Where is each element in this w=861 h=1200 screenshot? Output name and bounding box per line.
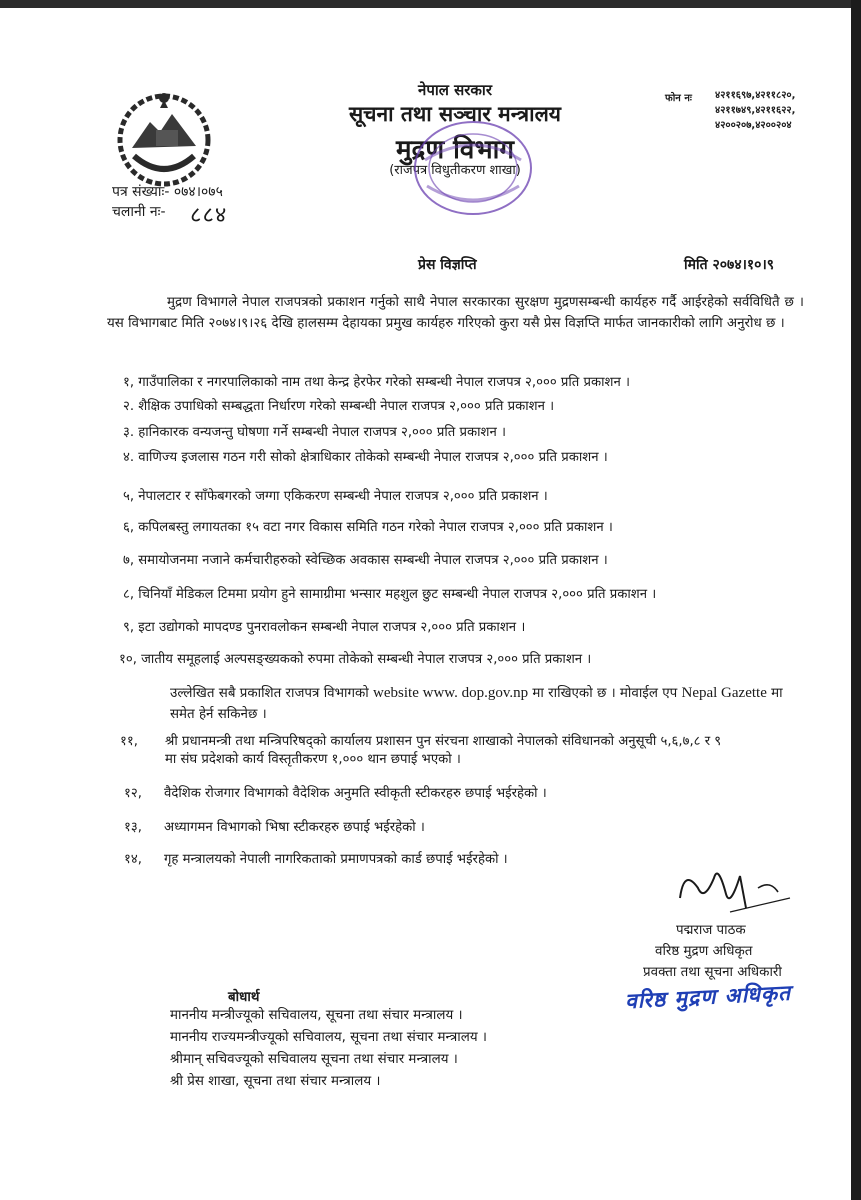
item-number: १३, bbox=[124, 820, 142, 835]
office-stamp-icon bbox=[355, 90, 535, 220]
item-number: १२, bbox=[124, 786, 142, 801]
signatory-stamp: वरिष्ठ मुद्रण अधिकृत bbox=[624, 980, 792, 1014]
signatory-position: वरिष्ठ मुद्रण अधिकृत bbox=[655, 944, 753, 959]
scan-border-right bbox=[851, 0, 861, 1200]
list-item: ६, कपिलबस्तु लगायतका १५ वटा नगर विकास समिति गठन गरेको नेपाल राजपत्र २,००० प्रति प्रकाशन । bbox=[123, 520, 613, 535]
dispatch-number-label: चलानी नः- bbox=[112, 204, 166, 220]
cc-heading: बोधार्थ bbox=[228, 990, 260, 1005]
phone-numbers bbox=[715, 88, 795, 133]
list-item: २. शैक्षिक उपाधिको सम्बद्धता निर्धारण गरेको सम्बन्धी नेपाल राजपत्र २,००० प्रति प्रकाशन । bbox=[123, 399, 555, 414]
list-item: १०, जातीय समूहलाई अल्पसङ्ख्यकको रुपमा तोकेको सम्बन्धी नेपाल राजपत्र २,००० प्रति प्रकाशन । bbox=[119, 652, 592, 667]
cc-line: श्रीमान् सचिवज्यूको सचिवालय सूचना तथा संचार मन्त्रालय । bbox=[170, 1052, 458, 1067]
phone-line: ४२००२०७,४२००२०४ bbox=[715, 120, 792, 131]
letter-number-value: ०७४।०७५ bbox=[173, 184, 223, 200]
list-item bbox=[124, 783, 547, 801]
item-text: श्री प्रधानमन्त्री तथा मन्त्रिपरिषद्‌को कार्यालय प्रशासन पुन संरचना शाखाको नेपालको संविधानको अनुसूची ५,६,७,८ र ९ मा संघ प्रदेशको कार्य विस्तृतीकरण १,००० थान छपाई भएको । bbox=[165, 734, 722, 767]
document-date: मिति २०७४।१०।९ bbox=[684, 257, 775, 273]
item-number: १४, bbox=[124, 852, 142, 867]
letter-number-label: पत्र संख्याः- bbox=[112, 184, 170, 200]
list-item: १, गाउँपालिका र नगरपालिकाको नाम तथा केन्द्र हेरफेर गरेको सम्बन्धी नेपाल राजपत्र २,००० प्रति प्रकाशन । bbox=[123, 375, 631, 390]
cc-line: माननीय राज्यमन्त्रीज्यूको सचिवालय, सूचना तथा संचार मन्त्रालय । bbox=[170, 1030, 487, 1045]
note-text: मा समेत हेर्न सकिनेछ । bbox=[170, 686, 783, 722]
website-note bbox=[170, 683, 810, 725]
note-text: उल्लेखित सबै प्रकाशित राजपत्र विभागको bbox=[170, 686, 374, 701]
signature-icon bbox=[670, 858, 800, 918]
signatory-role: प्रवक्ता तथा सूचना अधिकारी bbox=[643, 965, 782, 980]
list-item: ३. हानिकारक वन्यजन्तु घोषणा गर्ने सम्बन्धी नेपाल राजपत्र २,००० प्रति प्रकाशन । bbox=[123, 425, 506, 440]
department-name: मुद्रण विभाग bbox=[395, 135, 515, 165]
website-link: website www. dop.gov.np bbox=[373, 685, 529, 701]
phone-label: फोन नः bbox=[665, 93, 692, 104]
ministry-name: सूचना तथा सञ्चार मन्त्रालय bbox=[348, 102, 561, 126]
phone-line: ४२११६९७,४२११८२०, bbox=[715, 90, 796, 101]
list-item: ८, चिनियाँ मेडिकल टिममा प्रयोग हुने सामाग्रीमा भन्सार महशुल छुट सम्बन्धी नेपाल राजपत्र २,००० प्रति प्रकाशन । bbox=[123, 587, 657, 602]
nepal-emblem-icon bbox=[112, 86, 216, 190]
scan-border-top bbox=[0, 0, 861, 8]
list-item: ९, इटा उद्योगको मापदण्ड पुनरावलोकन सम्बन्धी नेपाल राजपत्र २,००० प्रति प्रकाशन । bbox=[123, 620, 526, 635]
list-item: ७, समायोजनमा नजाने कर्मचारीहरुको स्वेच्छिक अवकास सम्बन्धी नेपाल राजपत्र २,००० प्रति प्रकाशन । bbox=[123, 553, 608, 568]
app-name: Nepal Gazette bbox=[681, 685, 767, 701]
list-item bbox=[124, 817, 425, 835]
note-text: मा राखिएको छ । मोवाईल एप bbox=[528, 686, 682, 701]
dispatch-number-handwritten: ८८४ bbox=[190, 203, 228, 228]
item-text: अध्यागमन विभागको भिषा स्टीकरहरु छपाई भईरहेको । bbox=[164, 820, 425, 835]
cc-line: माननीय मन्त्रीज्यूको सचिवालय, सूचना तथा संचार मन्त्रालय । bbox=[170, 1008, 463, 1023]
government-name: नेपाल सरकार bbox=[418, 81, 492, 99]
list-item bbox=[124, 849, 508, 867]
signatory-name: पद्मराज पाठक bbox=[676, 923, 746, 938]
list-item: ४. वाणिज्य इजलास गठन गरी सोको क्षेत्राधिकार तोकेको सम्बन्धी नेपाल राजपत्र २,००० प्रति प्रकाशन । bbox=[123, 450, 608, 465]
item-text: गृह मन्त्रालयको नेपाली नागरिकताको प्रमाणपत्रको कार्ड छपाई भईरहेको । bbox=[164, 852, 508, 867]
unit-name: (राजपत्र विधुतीकरण शाखा) bbox=[389, 163, 521, 178]
intro-paragraph: मुद्रण विभागले नेपाल राजपत्रको प्रकाशन गर्नुको साथै नेपाल सरकारका सुरक्षण मुद्रणसम्बन्धी कार्यहरु गर्दै आईरहेको सर्वविधितै छ । यस विभागबाट मिति २०७४।९।२६ देखि हालसम्म देहायका प्रमुख कार्यहरु गरिएको कुरा यसै प्रेस विज्ञप्ति मार्फत जानकारीको लागि अनुरोध छ । bbox=[107, 295, 804, 331]
list-item: ५, नेपालटार र साँफेबगरको जग्गा एकिकरण सम्बन्धी नेपाल राजपत्र २,००० प्रति प्रकाशन । bbox=[123, 489, 548, 504]
item-text: वैदेशिक रोजगार विभागको वैदेशिक अनुमति स्वीकृती स्टीकरहरु छपाई भईरहेको । bbox=[164, 786, 547, 801]
document-title: प्रेस विज्ञप्ति bbox=[418, 257, 477, 273]
item-number: ११, bbox=[120, 734, 138, 749]
cc-line: श्री प्रेस शाखा, सूचना तथा संचार मन्त्रालय । bbox=[170, 1074, 381, 1089]
phone-line: ४२११७४९,४२११६२२, bbox=[715, 105, 796, 116]
